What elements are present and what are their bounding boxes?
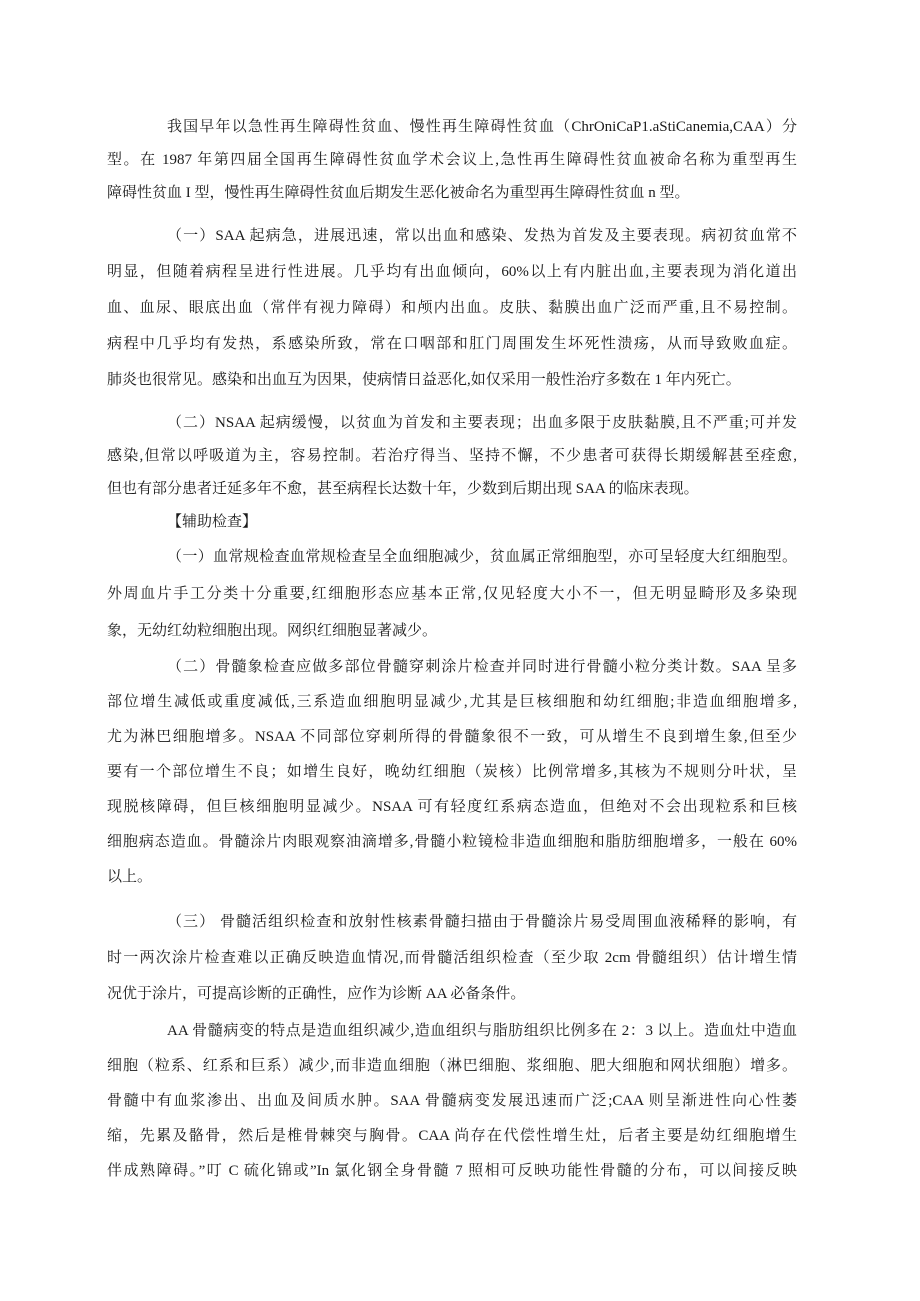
text-line: 部位增生减低或重度减低,三系造血细胞明显减少,尤其是巨核细胞和幼红细胞;非造血细胞增多,	[107, 694, 797, 710]
text-line: 明显，但随着病程呈进行性进展。几乎均有出血倾向，60%以上有内脏出血,主要表现为消化道出	[107, 264, 797, 280]
text-line: 以上。	[107, 869, 153, 885]
text-line: 缩，先累及骼骨，然后是椎骨棘突与胸骨。CAA 尚存在代偿性增生灶，后者主要是幼红细胞增生	[107, 1128, 797, 1144]
paragraph-marrow-pathology	[107, 1014, 797, 1189]
text-line: （二）NSAA 起病缓慢，以贫血为首发和主要表现；出血多限于皮肤黏膜,且不严重;可并发	[167, 415, 797, 431]
text-line: 现脱核障碍，但巨核细胞明显减少。NSAA 可有轻度红系病态造血，但绝对不会出现粒系和巨核	[107, 799, 797, 815]
text-line: （一）SAA 起病急，进展迅速，常以出血和感染、发热为首发及主要表现。病初贫血常不	[167, 228, 797, 244]
text-line: 尤为淋巴细胞增多。NSAA 不同部位穿刺所得的骨髓象很不一致，可从增生不良到增生象,但至少	[107, 729, 797, 745]
text-line: 伴成熟障碍。”叮 C 硫化锦或”In 氯化钢全身骨髓 7 照相可反映功能性骨髓的分布，可以间接反映	[107, 1163, 797, 1179]
text-line: 我国早年以急性再生障碍性贫血、慢性再生障碍性贫血（ChrOniCaP1.aStiCanemia,CAA）分	[167, 119, 797, 135]
paragraph-nsaa-presentation	[107, 407, 797, 506]
paragraph-bone-marrow-smear	[107, 650, 797, 895]
paragraph-classification-history	[107, 111, 797, 210]
text-line: 时一两次涂片检查难以正确反映造血情况,而骨髓活组织检查（至少取 2cm 骨髓组织）估计增生情	[107, 950, 797, 966]
section-heading: 【辅助检查】	[167, 514, 258, 530]
text-line: 但也有部分患者迁延多年不愈，甚至病程长达数十年，少数到后期出现 SAA 的临床表现。	[107, 481, 699, 497]
text-line: 要有一个部位增生不良；如增生良好，晚幼红细胞（炭核）比例常增多,其核为不规则分叶状，呈	[107, 764, 797, 780]
text-line: 型。在 1987 年第四届全国再生障碍性贫血学术会议上,急性再生障碍性贫血被命名称为重型再生	[107, 152, 797, 168]
text-line: 象，无幼红幼粒细胞出现。网织红细胞显著减少。	[107, 623, 438, 639]
text-line: 外周血片手工分类十分重要,红细胞形态应基本正常,仅见轻度大小不一，但无明显畸形及多染现	[107, 586, 797, 602]
paragraph-saa-presentation	[107, 218, 797, 398]
text-line: AA 骨髓病变的特点是造血组织减少,造血组织与脂肪组织比例多在 2：3 以上。造血灶中造血	[167, 1023, 797, 1039]
text-line: 细胞病态造血。骨髓涂片肉眼观察油滴增多,骨髓小粒镜检非造血细胞和脂肪细胞增多，一般在 60%	[107, 834, 797, 850]
text-line: （三） 骨髓活组织检查和放射性核素骨髓扫描由于骨髓涂片易受周围血液稀释的影响，有	[167, 914, 797, 930]
section-heading-auxiliary-exam	[107, 505, 797, 540]
text-line: 况优于涂片，可提高诊断的正确性，应作为诊断 AA 必备条件。	[107, 986, 526, 1002]
text-line: 细胞（粒系、红系和巨系）减少,而非造血细胞（淋巴细胞、浆细胞、肥大细胞和网状细胞）增多。	[107, 1058, 797, 1074]
text-line: 病程中几乎均有发热，系感染所致，常在口咽部和肛门周围发生坏死性溃疡，从而导致败血症。	[107, 336, 797, 352]
text-line: 障碍性贫血 I 型，慢性再生障碍性贫血后期发生恶化被命名为重型再生障碍性贫血 n 型。	[107, 185, 690, 201]
text-line: （二）骨髓象检查应做多部位骨髓穿刺涂片检查并同时进行骨髓小粒分类计数。SAA 呈多	[167, 659, 797, 675]
text-line: 肺炎也很常见。感染和出血互为因果，使病情日益恶化,如仅采用一般性治疗多数在 1 年内死亡。	[107, 372, 741, 388]
text-line: 骨髓中有血浆渗出、出血及间质水肿。SAA 骨髓病变发展迅速而广泛;CAA 则呈渐进性向心性萎	[107, 1093, 797, 1109]
paragraph-blood-routine	[107, 539, 797, 650]
text-line: 血、血尿、眼底出血（常伴有视力障碍）和颅内出血。皮肤、黏膜出血广泛而严重,且不易控制。	[107, 300, 797, 316]
text-line: 感染,但常以呼吸道为主，容易控制。若治疗得当、坚持不懈，不少患者可获得长期缓解甚至痊愈,	[107, 448, 797, 464]
paragraph-bone-marrow-biopsy	[107, 904, 797, 1012]
text-line: （一）血常规检查血常规检查呈全血细胞减少，贫血属正常细胞型，亦可呈轻度大红细胞型。	[167, 549, 797, 565]
